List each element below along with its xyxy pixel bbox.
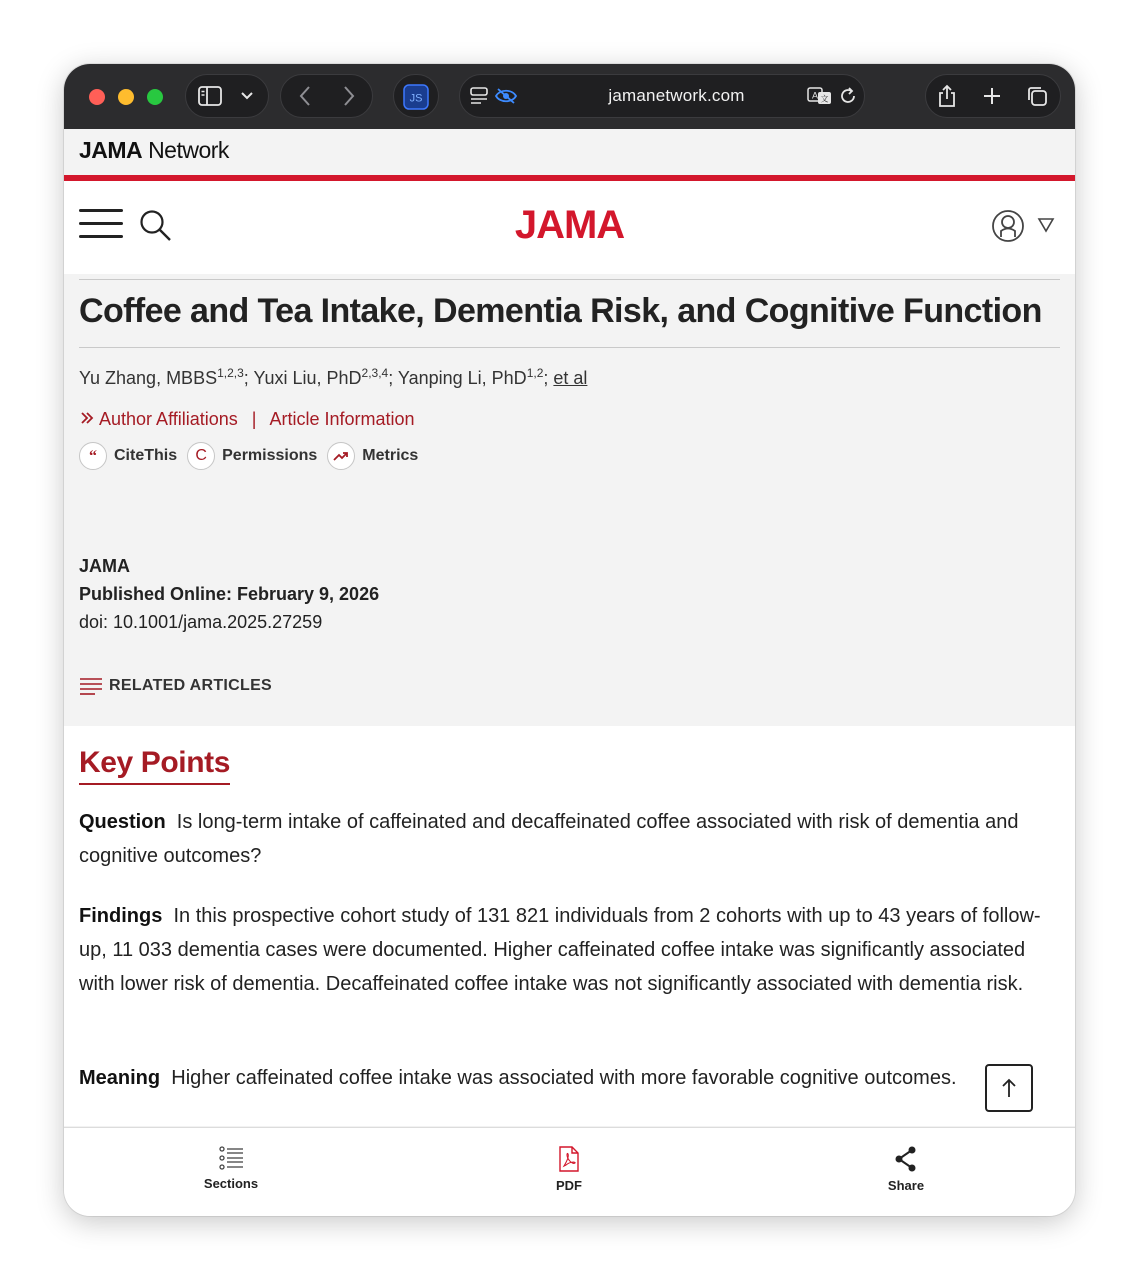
divider <box>79 279 1060 280</box>
pdf-button[interactable]: PDF <box>509 1146 629 1193</box>
article-title: Coffee and Tea Intake, Dementia Risk, and Cognitive Function <box>79 292 1042 330</box>
key-points-section <box>64 726 1075 1126</box>
sections-icon <box>218 1146 244 1170</box>
key-points-heading: Key Points <box>79 746 230 785</box>
related-articles-label: RELATED ARTICLES <box>109 677 273 694</box>
et-al-link[interactable]: et al <box>553 368 588 388</box>
jama-network-logo[interactable]: JAMA Network <box>79 137 229 163</box>
new-tab-icon[interactable] <box>980 84 1004 108</box>
browser-window <box>64 64 1075 1216</box>
scroll-to-top-button[interactable] <box>985 1064 1033 1112</box>
list-icon <box>79 676 103 696</box>
journal-name: JAMA <box>79 556 131 576</box>
author-list: Yu Zhang, MBBS$^{1,2,3}$; Yuxi Liu, PhD$^{2,3,4}$; Yanping Li, PhD$^{1,2}$; et al <box>79 366 588 388</box>
author-name[interactable]: Yu Zhang, MBBS <box>79 368 218 388</box>
translate-icon[interactable] <box>807 85 833 107</box>
affiliation-links: Author Affiliations | Article Information <box>79 409 415 431</box>
jama-logo[interactable]: JAMA <box>514 203 625 247</box>
share-nodes-icon <box>894 1146 918 1172</box>
sections-button[interactable]: Sections <box>171 1146 291 1191</box>
minimize-window-button[interactable] <box>118 89 134 105</box>
cite-this-button[interactable]: CiteThis <box>114 447 178 464</box>
close-window-button[interactable] <box>89 89 105 105</box>
svg-text:JS: JS <box>409 92 423 105</box>
svg-text:文: 文 <box>820 94 829 104</box>
url-text[interactable]: jamanetwork.com <box>608 86 745 105</box>
published-date: Published Online: February 9, 2026 <box>79 584 380 604</box>
doi[interactable]: doi: 10.1001/jama.2025.27259 <box>79 612 323 632</box>
privacy-eye-icon[interactable] <box>493 85 519 107</box>
publication-info <box>79 552 379 636</box>
reader-icon[interactable] <box>468 85 490 107</box>
user-icon[interactable] <box>991 209 1025 243</box>
svg-text:A: A <box>811 90 819 101</box>
author-name[interactable]: Yanping Li, PhD <box>397 368 527 388</box>
chevron-down-icon[interactable] <box>237 86 257 106</box>
key-point-question: Question Is long-term intake of caffeinated and decaffeinated coffee associated with risk of dementia and cognitive outcomes? <box>79 811 1019 867</box>
share-icon[interactable] <box>935 82 959 110</box>
zoom-window-button[interactable] <box>147 89 163 105</box>
javascript-extension-icon[interactable] <box>403 84 429 110</box>
tab-overview-icon[interactable] <box>1025 84 1049 108</box>
chevrons-right-icon <box>79 410 95 431</box>
permissions-button[interactable]: Permissions <box>222 447 318 464</box>
author-affiliations-link[interactable]: Author Affiliations <box>99 409 238 429</box>
user-menu-chevron-icon[interactable] <box>1037 217 1057 235</box>
browser-toolbar <box>64 64 1075 129</box>
svg-text:“: “ <box>89 450 97 462</box>
arrow-up-icon <box>1000 1077 1018 1099</box>
share-button[interactable]: Share <box>846 1146 966 1193</box>
metrics-button[interactable]: Metrics <box>362 447 419 464</box>
sidebar-icon[interactable] <box>197 84 223 108</box>
reload-icon[interactable] <box>837 85 859 107</box>
jama-network-bar <box>64 129 1075 175</box>
pdf-icon <box>557 1146 581 1172</box>
bottom-toolbar <box>64 1127 1075 1216</box>
back-icon[interactable] <box>293 84 317 108</box>
forward-icon[interactable] <box>337 84 361 108</box>
key-point-meaning: Meaning Higher caffeinated coffee intake was associated with more favorable cognitive outcomes. <box>79 1067 957 1089</box>
copyright-icon[interactable]: C <box>187 442 215 470</box>
author-name[interactable]: Yuxi Liu, PhD <box>253 368 362 388</box>
article-information-link[interactable]: Article Information <box>269 409 415 429</box>
article-header <box>64 274 1075 726</box>
divider <box>79 347 1060 348</box>
quote-icon[interactable] <box>79 442 107 470</box>
related-articles-button[interactable] <box>79 676 272 696</box>
article-actions <box>79 439 428 473</box>
key-point-findings: Findings In this prospective cohort study of 131 821 individuals from 2 cohorts with up to 43 years of follow-up, 11 033 dementia cases were documented. Higher caffeinated coffee intake was significantly associated with lower risk of dementia. Decaffeinated coffee intake was not significantly associated with dementia risk. <box>79 905 1041 995</box>
trend-icon[interactable] <box>327 442 355 470</box>
